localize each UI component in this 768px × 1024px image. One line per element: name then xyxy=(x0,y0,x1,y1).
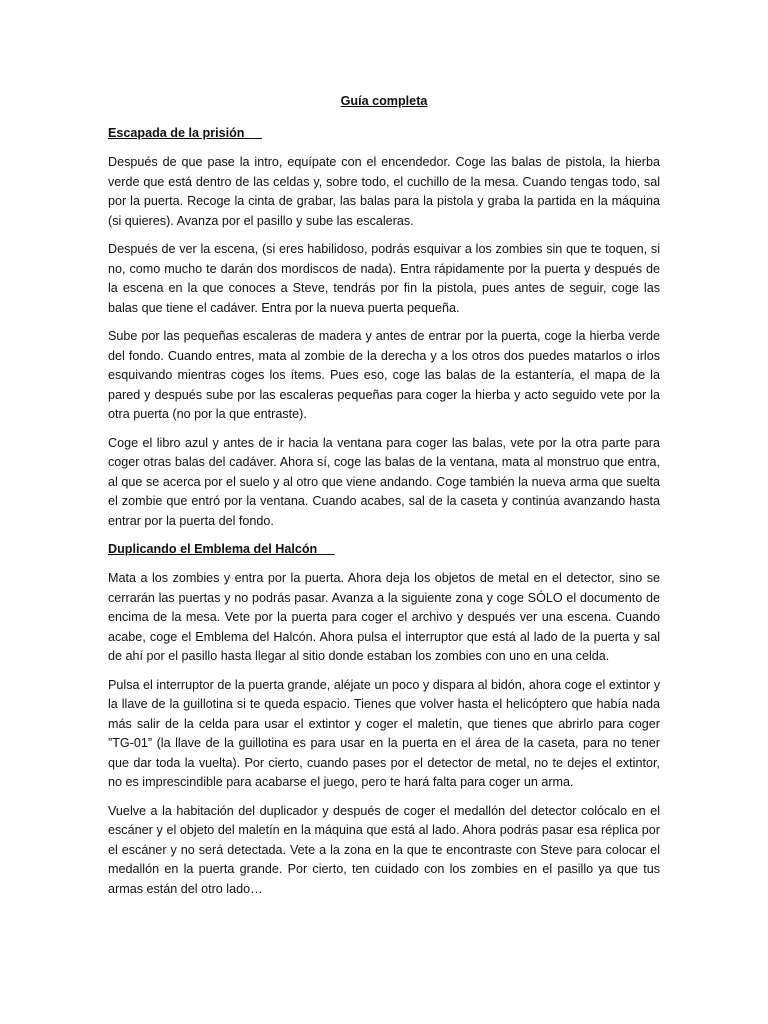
section-heading: Duplicando el Emblema del Halcón xyxy=(108,542,335,556)
paragraph: Coge el libro azul y antes de ir hacia la ventana para coger las balas, vete por la otra parte para coger otras balas del cadáver. Ahora sí, coge las balas de la ventana, mata al monstruo que entra, al que se acerca por el suelo y al otro que viene andando. Coge también la nueva arma que suelta el zombie que entró por la ventana. Cuando acabes, sal de la caseta y continúa avanzando hasta entrar por la puerta del fondo. xyxy=(108,435,660,528)
paragraph: Sube por las pequeñas escaleras de madera y antes de entrar por la puerta, coge la hierba verde del fondo. Cuando entres, mata al zombie de la derecha y a los otros dos puedes matarlos o irlos esquivando mientras coges los ítems. Pues eso, coge las balas de la estantería, el mapa de la pared y después sube por las escaleras pequeñas para coger la hierba y acto seguido vete por la otra puerta (no por la que entraste). xyxy=(108,329,660,421)
document-title: Guía completa xyxy=(340,94,428,108)
paragraph: Después de que pase la intro, equípate con el encendedor. Coge las balas de pistola, la hierba verde que está dentro de las celdas y, sobre todo, el cuchillo de la mesa. Cuando tengas todo, sal por la puerta. Recoge la cinta de grabar, las balas para la pistola y graba la partida en la máquina (si quieres). Avanza por el pasillo y sube las escaleras. xyxy=(108,155,660,228)
paragraph: Después de ver la escena, (si eres habilidoso, podrás esquivar a los zombies sin que te toquen, si no, como mucho te darán dos mordiscos de nada). Entra rápidamente por la puerta y después de la escena en la que conoces a Steve, tendrás por fin la pistola, pues antes de seguir, coge las balas que tiene el cadáver. Entra por la nueva puerta pequeña. xyxy=(108,242,660,315)
paragraph: Vuelve a la habitación del duplicador y después de coger el medallón del detector colócalo en el escáner y el objeto del maletín en la máquina que está al lado. Ahora podrás pasar esa réplica por el escáner y no será detectada. Vete a la zona en la que te encontraste con Steve para colocar el medallón en la puerta grande. Por cierto, ten cuidado con los zombies en el pasillo ya que tus armas están del otro lado… xyxy=(108,803,660,896)
section-heading: Escapada de la prisión xyxy=(108,126,262,140)
paragraph: Mata a los zombies y entra por la puerta. Ahora deja los objetos de metal en el detector, sino se cerrarán las puertas y no podrás pasar. Avanza a la siguiente zona y coge SÓLO el documento de encima de la mesa. Vete por la puerta para coger el archivo y después ver una escena. Cuando acabe, coge el Emblema del Halcón. Ahora pulsa el interruptor que está al lado de la puerta y sal de ahí por el pasillo hasta llegar al sitio donde estaban los zombies con uno en una celda. xyxy=(108,571,660,663)
section-escapada xyxy=(108,124,660,531)
section-duplicando xyxy=(108,540,660,899)
paragraph: Pulsa el interruptor de la puerta grande, aléjate un poco y dispara al bidón, ahora coge el extintor y la llave de la guillotina si te queda espacio. Tienes que volver hasta el helicóptero que había nada más salir de la celda para usar el extintor y coger el maletín, que tienes que abrirlo para coger ”TG-01” (la llave de la guillotina es para usar en la puerta en el área de la caseta, para no tener que dar toda la vuelta). Por cierto, cuando pases por el detector de metal, no te dejes el extintor, no es imprescindible para acabarse el juego, pero te hará falta para coger un arma. xyxy=(108,677,660,789)
